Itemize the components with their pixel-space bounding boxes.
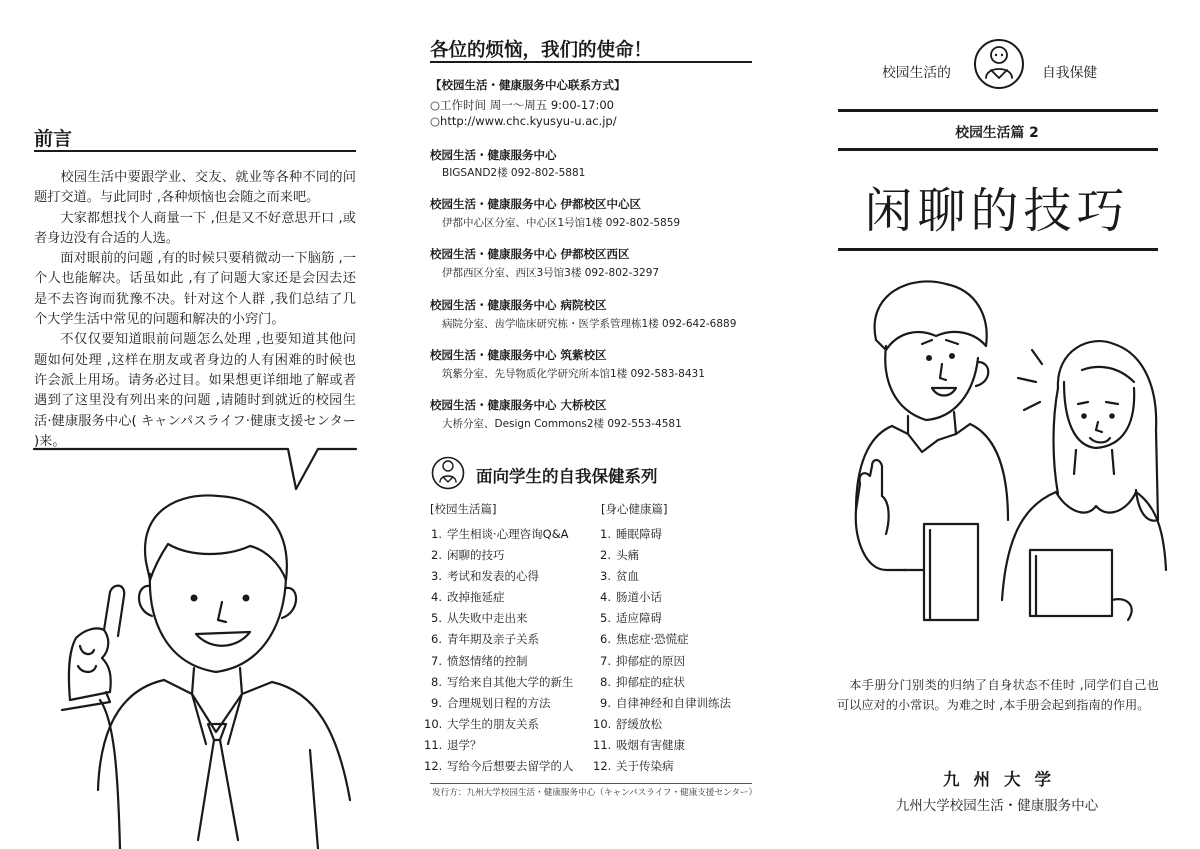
list-item-title: 抑郁症的症状 (616, 674, 685, 689)
list-item (424, 566, 574, 587)
preface-paragraph: 校园生活中要跟学业、交友、就业等各种不同的问题打交道。与此同时 ,各种烦恼也会随之而来吧。 (34, 170, 356, 206)
center-full-name: 九州大学校园生活・健康服务中心 (895, 798, 1099, 814)
publisher-rule (430, 783, 752, 784)
series-title: 面向学生的自我保健系列 (476, 467, 658, 486)
list-item (424, 735, 574, 756)
list-item-title: 写给来自其他大学的新生 (447, 674, 574, 689)
preface-paragraph: 大家都想找个人商量一下 ,但是又不好意思开口 ,或者身边没有合适的人选。 (34, 210, 356, 246)
list-item-number: 9. (431, 695, 442, 710)
list-item-number: 2. (600, 548, 611, 563)
office-hours: ○工作时间 周一～周五 9:00-17:00 (430, 98, 614, 112)
list-item (424, 651, 574, 672)
list-item (593, 735, 731, 756)
list-item-number: 2. (431, 548, 442, 563)
list-item-title: 舒缓放松 (616, 716, 662, 731)
list-item-title: 从失败中走出来 (447, 611, 528, 626)
list-item-title: 睡眠障碍 (616, 527, 662, 541)
center-detail: BIGSAND2楼 092-802-5881 (442, 167, 586, 179)
list-item-title: 抑郁症的原因 (616, 653, 685, 668)
list-item-title: 头痛 (616, 548, 639, 563)
list-item (424, 714, 574, 735)
brand-text-left: 校园生活的 (882, 65, 951, 81)
list-item (424, 545, 574, 566)
list-item-number: 1. (600, 527, 611, 541)
center-name: 校园生活・健康服务中心 伊都校区西区 (430, 247, 630, 261)
list-item (593, 651, 731, 672)
list-item-title: 改掉拖延症 (447, 590, 505, 605)
list-item (424, 587, 574, 608)
list-item (593, 693, 731, 714)
center-detail: 伊都中心区分室、中心区1号馆1楼 092-802-5859 (442, 217, 681, 229)
list-item-title: 吸烟有害健康 (616, 737, 685, 752)
list-item-title: 大学生的朋友关系 (447, 716, 539, 731)
publisher-text: 发行方：九州大学校园生活・健康服务中心（キャンパスライフ・健康支援センター） (432, 788, 758, 798)
preface-paragraph: 面对眼前的问题 ,有的时候只要稍微动一下脑筋 ,一个人也能解决。话虽如此 ,有了问题大家还是会因去还是不去咨询而犹豫不决。针对这个人群 ,我们总结了几个大学生活中常见的问题和解决的小窍门。 (34, 251, 356, 328)
center-detail: 伊都西区分室、西区3号馆3楼 092-802-3297 (442, 267, 660, 279)
list-item-number: 12. (593, 759, 612, 774)
series-label: 校园生活篇 2 (955, 125, 1039, 141)
center-detail: 筑紫分室、先导物质化学研究所本馆1楼 092-583-8431 (442, 368, 705, 380)
mission-title: 各位的烦恼，我们的使命！ (430, 40, 653, 61)
website-link[interactable]: ○http://www.chc.kyusyu-u.ac.jp/ (430, 114, 617, 128)
list-item (424, 672, 574, 693)
list-item-number: 4. (431, 590, 442, 605)
list-item-number: 11. (424, 737, 443, 752)
center-name: 校园生活・健康服务中心 大桥校区 (430, 398, 607, 412)
list-item (593, 629, 731, 650)
list-item (593, 672, 731, 693)
intro-text: 本手册分门别类的归纳了自身状态不佳时 ,同学们自己也可以应对的小常识。为难之时 ,本手册会起到指南的作用。 (837, 678, 1159, 712)
list-item-number: 10. (424, 716, 443, 731)
list-item-number: 9. (600, 695, 611, 710)
list-item (593, 714, 731, 735)
list-item-number: 1. (431, 527, 442, 541)
brand-text-right: 自我保健 (1042, 65, 1098, 81)
list-item-number: 11. (593, 737, 612, 752)
list-item-number: 3. (431, 569, 442, 584)
list-item (593, 566, 731, 587)
list-item (424, 756, 574, 777)
list-item-number: 6. (431, 632, 442, 647)
list-item-number: 12. (424, 759, 443, 774)
center-detail: 大桥分室、Design Commons2楼 092-553-4581 (442, 418, 682, 430)
preface-paragraph: 不仅仅要知道眼前问题怎么处理 ,也要知道其他问题如何处理 ,这样在朋友或者身边的人有困难的时候也许会派上用场。请务必过目。如果想更详细地了解或者遇到了这里没有列出来的问题 ,请随时到就近的校园生活·健康服务中心( キャンパスライフ·健康支援センター )来。 (34, 332, 356, 449)
center-detail: 病院分室、齿学临床研究栋・医学系管理栋1楼 092-642-6889 (442, 318, 737, 330)
list-item-number: 5. (431, 611, 442, 626)
list-item-number: 4. (600, 590, 611, 605)
list-item (424, 629, 574, 650)
university-name: 九州大学 (943, 770, 1065, 789)
main-title: 闲聊的技巧 (864, 183, 1130, 239)
list-item-title: 肠道小话 (616, 590, 662, 605)
preface-title: 前言 (34, 128, 73, 150)
center-name: 校园生活・健康服务中心 筑紫校区 (430, 348, 607, 362)
center-name: 校园生活・健康服务中心 (430, 148, 557, 162)
list-item (593, 756, 731, 777)
list-item-number: 7. (600, 653, 611, 668)
header-rule (838, 109, 1158, 112)
list-item-number: 7. (431, 653, 442, 668)
list-item-number: 6. (600, 632, 611, 647)
list-item-title: 适应障碍 (616, 611, 662, 626)
column-heading: [身心健康篇] (601, 502, 668, 516)
list-item (593, 524, 731, 545)
mascot-logo-icon (431, 455, 465, 491)
list-item-title: 退学？ (447, 737, 482, 752)
list-item-number: 3. (600, 569, 611, 584)
list-item-number: 8. (431, 674, 442, 689)
mind-body-list (593, 524, 731, 777)
list-item (593, 587, 731, 608)
list-item-title: 关于传染病 (616, 759, 674, 774)
list-item-title: 青年期及亲子关系 (447, 632, 539, 647)
center-name: 校园生活・健康服务中心 病院校区 (430, 298, 607, 312)
list-item-title: 学生相谈·心理咨询Q&A (447, 527, 569, 541)
list-item-number: 5. (600, 611, 611, 626)
mascot-logo-icon (973, 38, 1025, 90)
list-item-title: 合理规划日程的方法 (447, 695, 551, 710)
mission-rule (430, 61, 752, 63)
contact-heading: 【校园生活・健康服务中心联系方式】 (430, 78, 626, 92)
list-item (424, 693, 574, 714)
list-item (593, 545, 731, 566)
two-students-illustration (846, 270, 1166, 650)
list-item-number: 10. (593, 716, 612, 731)
list-item-title: 考试和发表的心得 (447, 569, 539, 584)
list-item (593, 608, 731, 629)
list-item-title: 愤怒情绪的控制 (447, 653, 528, 668)
list-item-number: 8. (600, 674, 611, 689)
list-item (424, 524, 574, 545)
header-rule (838, 148, 1158, 151)
title-rule (838, 248, 1158, 251)
center-name: 校园生活・健康服务中心 伊都校区中心区 (430, 197, 642, 211)
campus-life-list (424, 524, 574, 777)
list-item-title: 写给今后想要去留学的人 (447, 759, 574, 774)
column-heading: [校园生活篇] (430, 502, 497, 516)
student-illustration (60, 470, 360, 849)
list-item-title: 闲聊的技巧 (447, 548, 505, 563)
list-item-title: 贫血 (616, 569, 639, 584)
list-item-title: 焦虑症·恐慌症 (616, 632, 689, 647)
list-item-title: 自律神经和自律训练法 (616, 695, 731, 710)
list-item (424, 608, 574, 629)
